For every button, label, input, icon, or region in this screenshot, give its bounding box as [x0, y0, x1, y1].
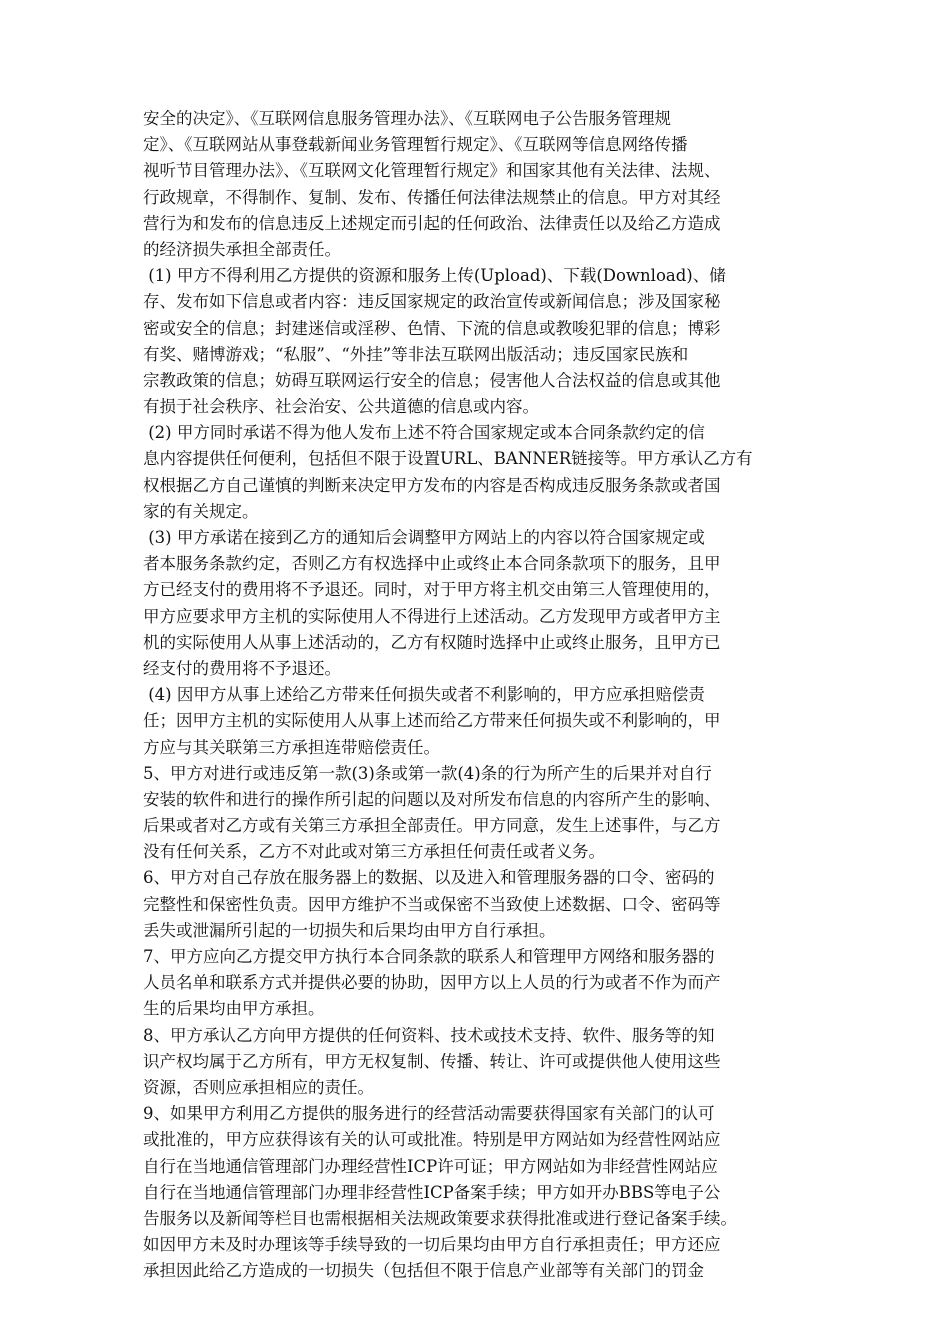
text-line: (1) 甲方不得利用乙方提供的资源和服务上传(Upload)、下载(Download)、储 — [143, 266, 726, 286]
text-line: 告服务以及新闻等栏目也需根据相关法规政策要求获得批准或进行登记备案手续。 — [143, 1208, 737, 1228]
text-line: 没有任何关系，乙方不对此或对第三方承担任何责任或者义务。 — [143, 842, 605, 862]
text-line: (2) 甲方同时承诺不得为他人发布上述不符合国家规定或本合同条款约定的信 — [143, 423, 705, 443]
text-line: 人员名单和联系方式并提供必要的协助，因甲方以上人员的行为或者不作为而产 — [143, 973, 721, 993]
text-line: 存、发布如下信息或者内容：违反国家规定的政治宣传或新闻信息；涉及国家秘 — [143, 292, 721, 312]
text-line: 定》、《互联网站从事登载新闻业务管理暂行规定》、《互联网等信息网络传播 — [143, 135, 688, 155]
text-line: 息内容提供任何便利，包括但不限于设置URL、BANNER链接等。甲方承认乙方有 — [143, 449, 753, 469]
text-line: 方已经支付的费用将不予退还。同时，对于甲方将主机交由第三人管理使用的， — [143, 580, 721, 600]
text-line: 营行为和发布的信息违反上述规定而引起的任何政治、法律责任以及给乙方造成 — [143, 213, 721, 233]
text-line: 权根据乙方自己谨慎的判断来决定甲方发布的内容是否构成违反服务条款或者国 — [143, 475, 721, 495]
text-line: 经支付的费用将不予退还。 — [143, 658, 341, 678]
text-line: 资源，否则应承担相应的责任。 — [143, 1077, 374, 1097]
text-line: 方应与其关联第三方承担连带赔偿责任。 — [143, 737, 440, 757]
text-line: 有损于社会秩序、社会治安、公共道德的信息或内容。 — [143, 397, 539, 417]
text-line: 有奖、赌博游戏；“私服”、“外挂”等非法互联网出版活动；违反国家民族和 — [143, 344, 689, 364]
text-line: 生的后果均由甲方承担。 — [143, 999, 325, 1019]
text-line: 识产权均属于乙方所有，甲方无权复制、传播、转让、许可或提供他人使用这些 — [143, 1051, 721, 1071]
text-line: 9、如果甲方利用乙方提供的服务进行的经营活动需要获得国家有关部门的认可 — [143, 1104, 715, 1124]
text-line: 后果或者对乙方或有关第三方承担全部责任。甲方同意，发生上述事件，与乙方 — [143, 816, 721, 836]
text-line: 家的有关规定。 — [143, 501, 259, 521]
text-line: 任；因甲方主机的实际使用人从事上述而给乙方带来任何损失或不利影响的，甲 — [143, 711, 721, 731]
text-line: (3) 甲方承诺在接到乙方的通知后会调整甲方网站上的内容以符合国家规定或 — [143, 528, 705, 547]
text-line: 自行在当地通信管理部门办理非经营性ICP备案手续；甲方如开办BBS等电子公 — [143, 1182, 721, 1202]
text-line: 6、甲方对自己存放在服务器上的数据、以及进入和管理服务器的口令、密码的 — [143, 868, 715, 888]
text-line: 行政规章，不得制作、复制、发布、传播任何法律法规禁止的信息。甲方对其经 — [143, 187, 721, 207]
text-line: 者本服务条款约定，否则乙方有权选择中止或终止本合同条款项下的服务，且甲 — [143, 554, 721, 574]
text-line: 5、甲方对进行或违反第一款(3)条或第一款(4)条的行为所产生的后果并对自行 — [143, 763, 712, 783]
text-line: 机的实际使用人从事上述活动的，乙方有权随时选择中止或终止服务，且甲方已 — [143, 632, 721, 652]
text-line: 8、甲方承认乙方向甲方提供的任何资料、技术或技术支持、软件、服务等的知 — [143, 1025, 715, 1045]
text-line: 或批准的，甲方应获得该有关的认可或批准。特别是甲方网站如为经营性网站应 — [143, 1130, 721, 1150]
text-line: 7、甲方应向乙方提交甲方执行本合同条款的联系人和管理甲方网络和服务器的 — [143, 947, 715, 966]
text-line: (4) 因甲方从事上述给乙方带来任何损失或者不利影响的，甲方应承担赔偿责 — [143, 685, 705, 705]
text-line: 完整性和保密性负责。因甲方维护不当或保密不当致使上述数据、口令、密码等 — [143, 894, 721, 914]
text-line: 丢失或泄漏所引起的一切损失和后果均由甲方自行承担。 — [143, 920, 556, 940]
text-line: 如因甲方未及时办理该等手续导致的一切后果均由甲方自行承担责任；甲方还应 — [143, 1235, 721, 1255]
text-line: 安全的决定》、《互联网信息服务管理办法》、《互联网电子公告服务管理规 — [143, 109, 671, 128]
text-line: 密或安全的信息；封建迷信或淫秽、色情、下流的信息或教唆犯罪的信息；博彩 — [143, 318, 721, 338]
text-line: 自行在当地通信管理部门办理经营性ICP许可证；甲方网站如为非经营性网站应 — [143, 1156, 718, 1176]
text-line: 的经济损失承担全部责任。 — [143, 239, 341, 259]
text-line: 视听节目管理办法》、《互联网文化管理暂行规定》和国家其他有关法律、法规、 — [143, 161, 721, 181]
text-line: 承担因此给乙方造成的一切损失（包括但不限于信息产业部等有关部门的罚金 — [143, 1261, 704, 1281]
document-body — [143, 106, 815, 1284]
text-line: 甲方应要求甲方主机的实际使用人不得进行上述活动。乙方发现甲方或者甲方主 — [143, 606, 721, 626]
text-line: 宗教政策的信息；妨碍互联网运行安全的信息；侵害他人合法权益的信息或其他 — [143, 370, 721, 390]
text-line: 安装的软件和进行的操作所引起的问题以及对所发布信息的内容所产生的影响、 — [143, 789, 721, 809]
